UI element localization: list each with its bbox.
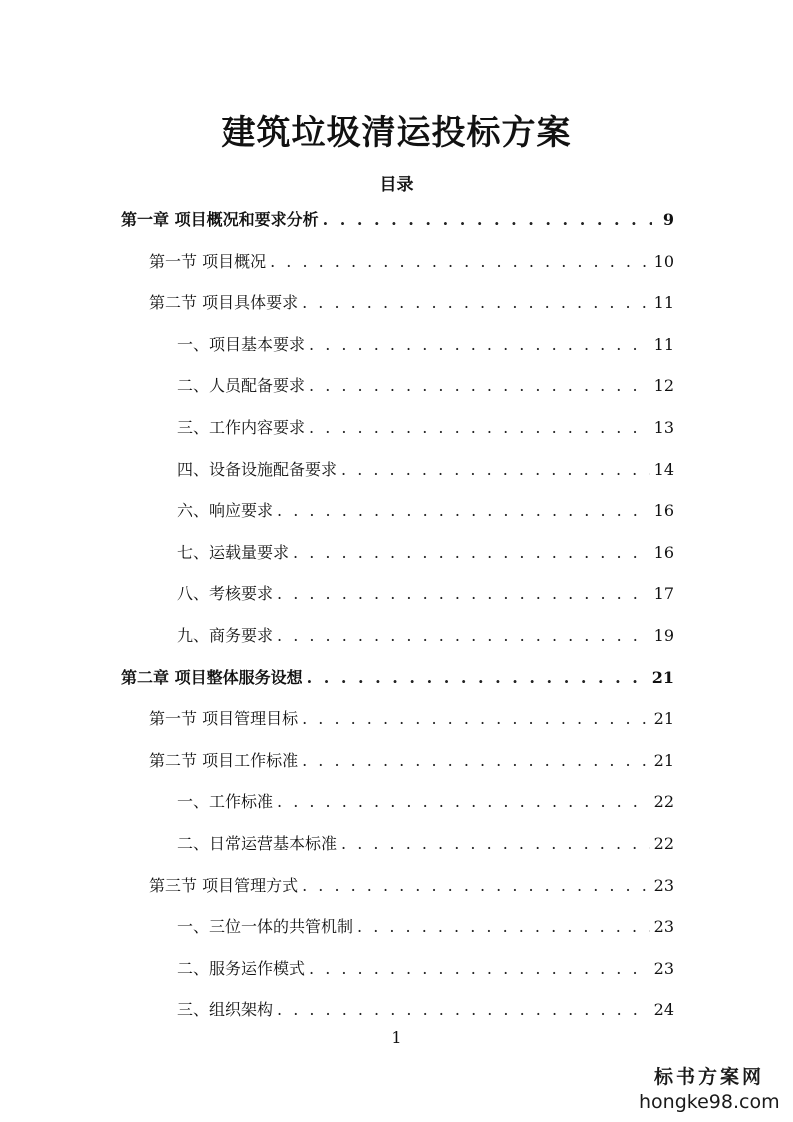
toc-leader-dots [277,624,650,648]
toc-entry-section[interactable] [149,707,674,731]
toc-entry-page: 21 [651,668,674,687]
toc-leader-dots [307,666,648,690]
toc-leader-dots [309,374,650,398]
toc-leader-dots [270,250,650,274]
toc-entry-section[interactable] [149,749,674,773]
toc-entry-title: 七、运载量要求 [177,543,290,562]
toc-entry-item[interactable] [177,541,674,565]
toc-leader-dots [277,499,650,523]
toc-entry-page: 16 [653,543,674,562]
toc-heading: 目录 [379,175,414,195]
toc-leader-dots [277,998,650,1022]
toc-entry-title: 一、项目基本要求 [177,335,306,354]
toc-entry-title: 二、人员配备要求 [177,376,306,395]
toc-entry-title: 第一节 项目管理目标 [149,709,299,728]
toc-leader-dots [302,707,650,731]
toc-entry-title: 八、考核要求 [177,584,274,603]
toc-entry-title: 六、响应要求 [177,501,274,520]
toc-entry-page: 13 [653,418,674,437]
watermark-logo [639,1064,779,1114]
toc-leader-dots [323,208,652,232]
toc-entry-page: 17 [653,584,674,603]
watermark-url: hongke98.com [639,1091,780,1113]
toc-entry-title: 第一章 项目概况和要求分析 [121,210,319,229]
toc-entry-page: 24 [653,1000,674,1019]
toc-entry-item[interactable] [177,998,674,1022]
toc-entry-title: 第三节 项目管理方式 [149,876,299,895]
toc-entry-section[interactable] [149,874,674,898]
toc-leader-dots [302,291,650,315]
toc-leader-dots [302,749,650,773]
toc-entry-item[interactable] [177,416,674,440]
toc-leader-dots [341,458,650,482]
toc-leader-dots [277,582,650,606]
toc-entry-title: 三、工作内容要求 [177,418,306,437]
toc-leader-dots [309,957,650,981]
watermark-name: 标书方案网 [653,1066,764,1088]
toc-entry-page: 21 [653,751,674,770]
toc-entry-item[interactable] [177,915,674,939]
toc-entry-page: 12 [653,376,674,395]
toc-leader-dots [309,416,650,440]
toc-entry-item[interactable] [177,832,674,856]
toc-entry-title: 第一节 项目概况 [149,252,267,271]
page-number: 1 [391,1028,402,1047]
toc-entry-title: 三、组织架构 [177,1000,274,1019]
toc-entry-page: 9 [662,210,674,229]
toc-entry-page: 19 [653,626,674,645]
toc-entry-page: 11 [653,335,674,354]
toc-entry-page: 14 [653,460,674,479]
toc-entry-item[interactable] [177,790,674,814]
toc-leader-dots [357,915,650,939]
toc-entry-page: 10 [653,252,674,271]
toc-entry-page: 22 [653,792,674,811]
toc-entry-title: 第二节 项目具体要求 [149,293,299,312]
toc-entry-page: 21 [653,709,674,728]
toc-entry-section[interactable] [149,250,674,274]
toc-entry-page: 22 [653,834,674,853]
toc-entry-title: 第二章 项目整体服务设想 [121,668,303,687]
toc-leader-dots [277,790,650,814]
toc-entry-chapter[interactable] [121,666,674,690]
toc-leader-dots [302,874,650,898]
toc-entry-item[interactable] [177,458,674,482]
toc-entry-title: 二、日常运营基本标准 [177,834,338,853]
toc-entry-title: 第二节 项目工作标准 [149,751,299,770]
toc-entry-title: 一、三位一体的共管机制 [177,917,354,936]
toc-entry-item[interactable] [177,582,674,606]
toc-entry-chapter[interactable] [121,208,674,232]
toc-entry-page: 23 [653,959,674,978]
toc-entry-title: 四、设备设施配备要求 [177,460,338,479]
toc-entry-page: 16 [653,501,674,520]
toc-entry-item[interactable] [177,499,674,523]
toc-entry-title: 一、工作标准 [177,792,274,811]
toc-entry-title: 九、商务要求 [177,626,274,645]
toc-entry-item[interactable] [177,957,674,981]
toc-entry-item[interactable] [177,374,674,398]
toc-leader-dots [341,832,650,856]
toc-entry-page: 11 [653,293,674,312]
toc-leader-dots [293,541,650,565]
toc-entry-title: 二、服务运作模式 [177,959,306,978]
toc-entry-page: 23 [653,876,674,895]
toc-leader-dots [309,333,650,357]
toc-entry-item[interactable] [177,624,674,648]
toc-entry-section[interactable] [149,291,674,315]
toc-entry-item[interactable] [177,333,674,357]
toc-entry-page: 23 [653,917,674,936]
document-title: 建筑垃圾清运投标方案 [221,113,572,153]
